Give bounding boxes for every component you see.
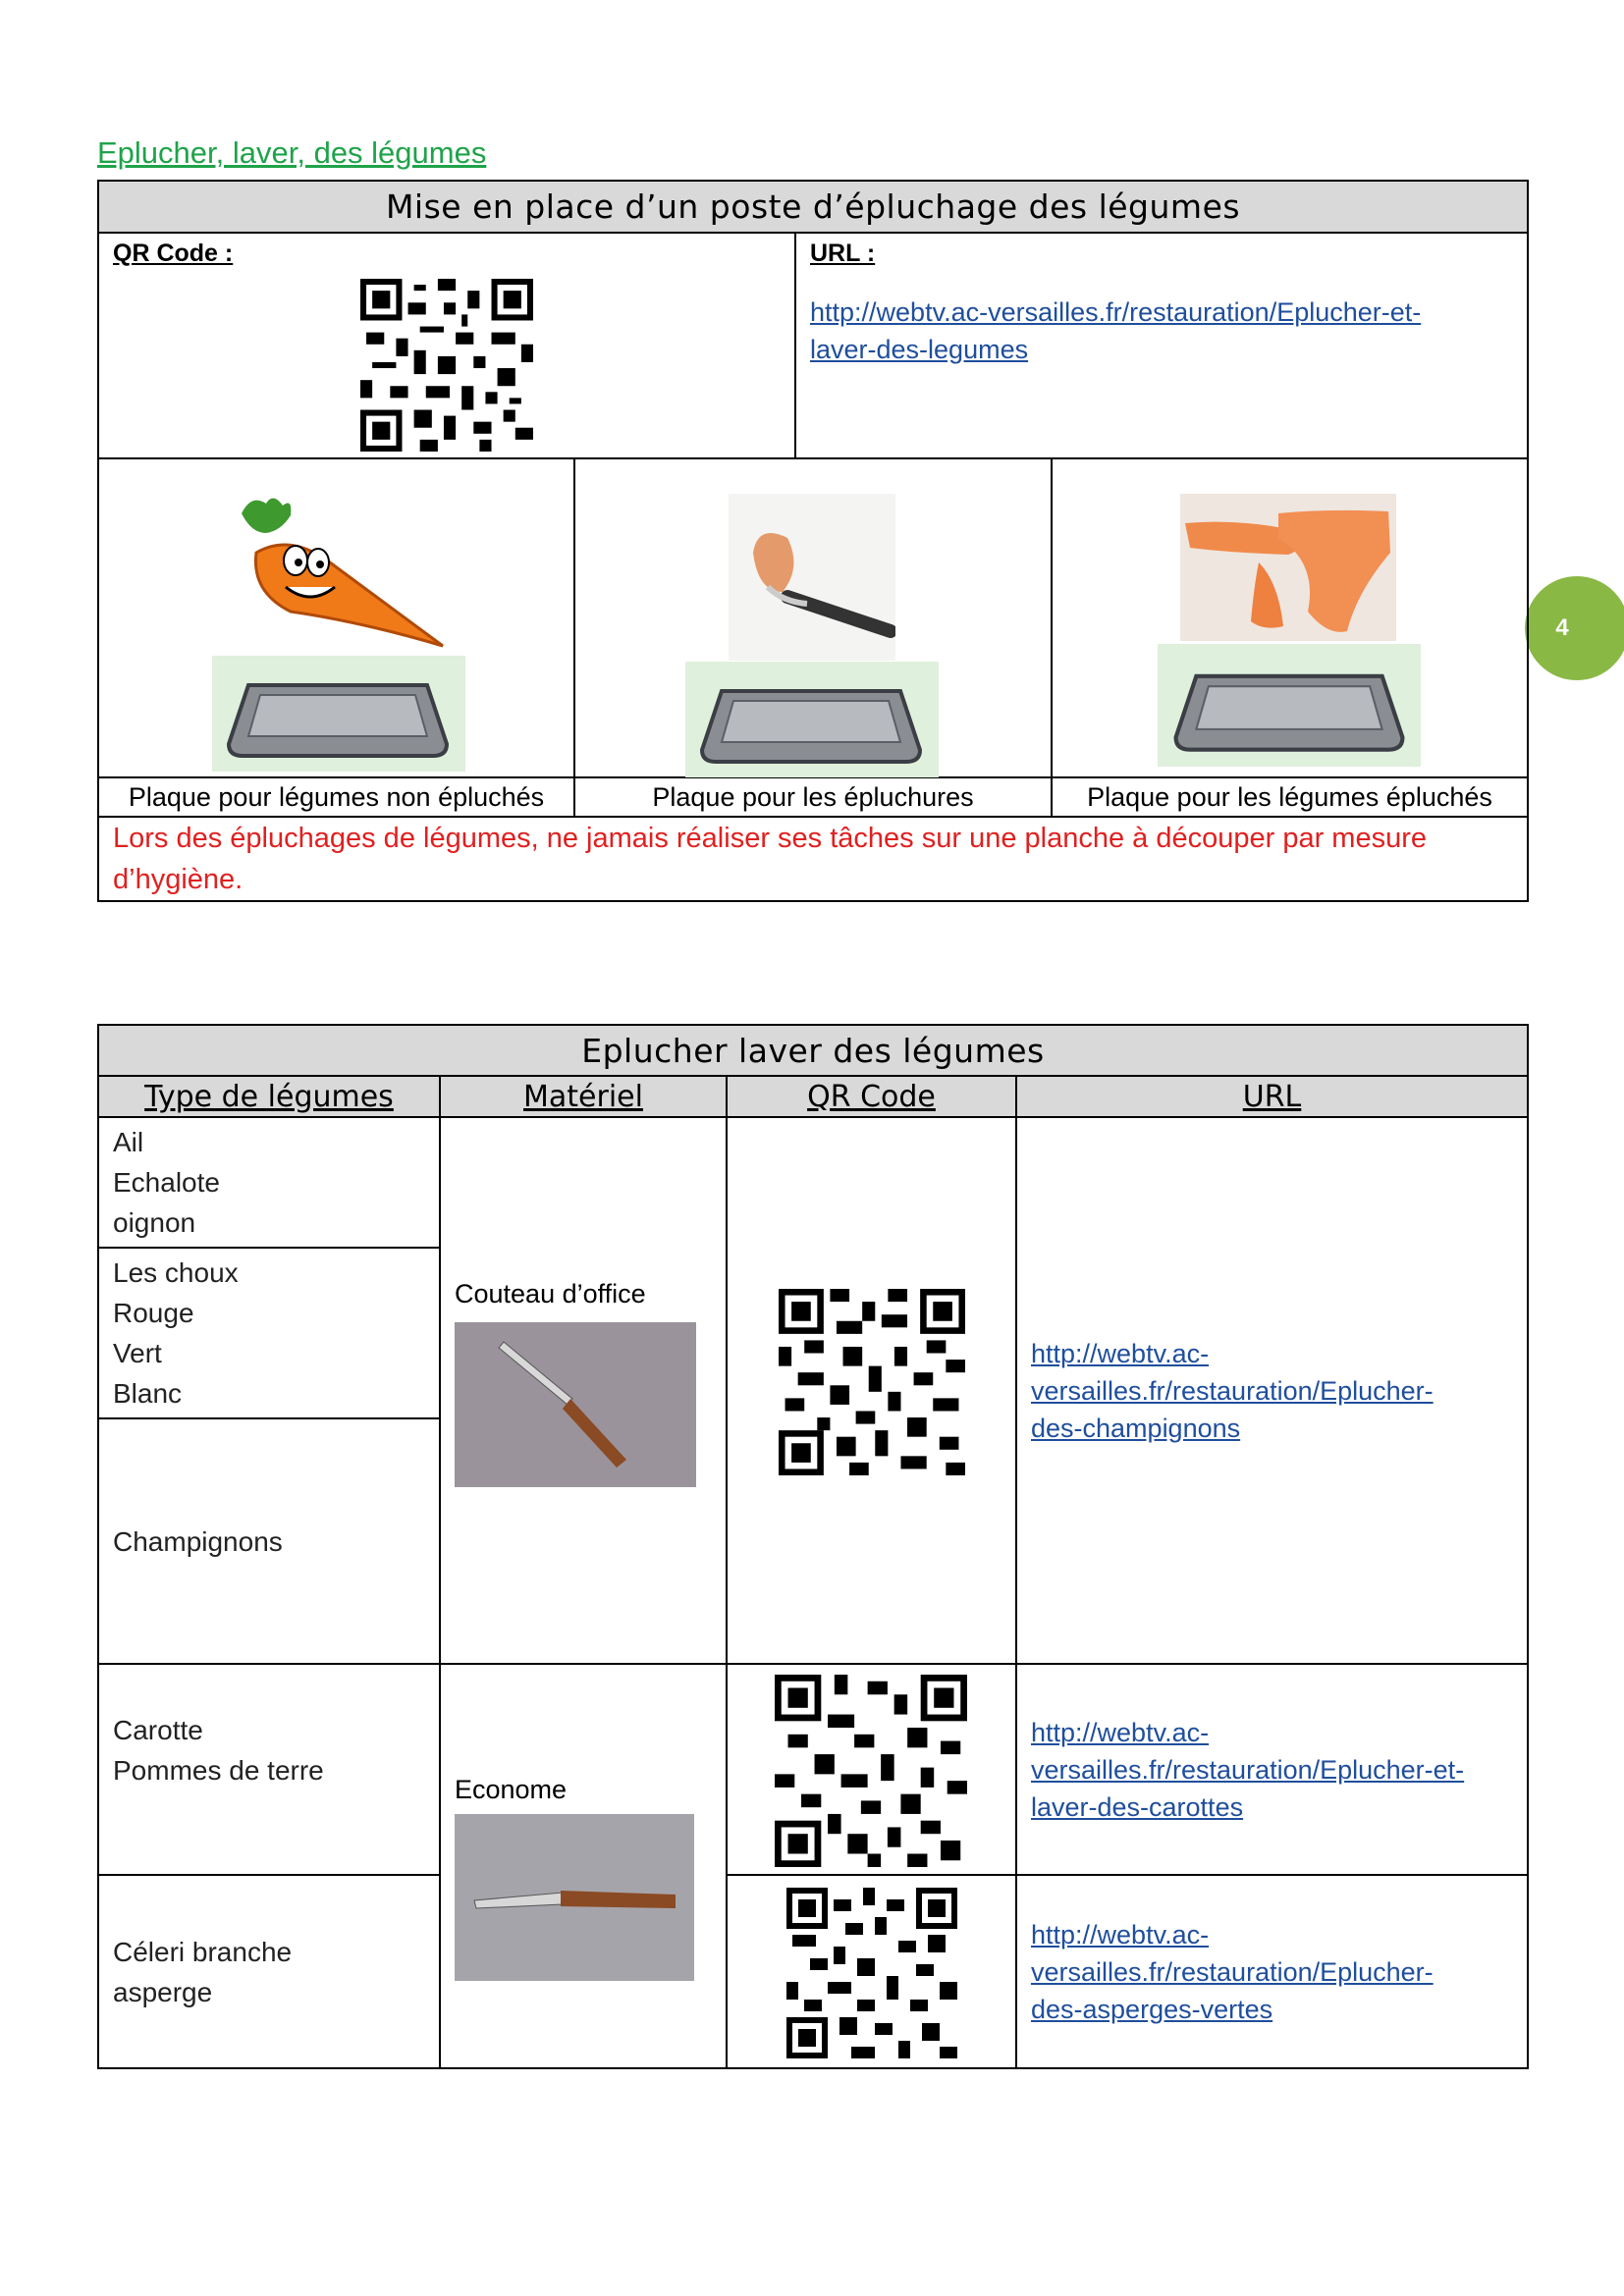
url-line2: laver-des-legumes: [810, 335, 1029, 364]
url-line: laver-des-carottes: [1031, 1791, 1244, 1822]
type-item: Vert: [113, 1338, 162, 1368]
image-cell-peeled: [1052, 458, 1528, 777]
hygiene-warning: [98, 817, 1528, 901]
qr-code-mushrooms[interactable]: [779, 1289, 965, 1475]
tray-icon: [1165, 656, 1413, 758]
type-item: Echalote: [113, 1167, 220, 1198]
qr-code-asparagus[interactable]: [786, 1888, 957, 2058]
image-cell-peeler: [574, 458, 1052, 777]
peeler-econome-icon: [455, 1814, 694, 1981]
url-link-carrots[interactable]: [1031, 1714, 1513, 1826]
type-item: Céleri branche: [113, 1936, 293, 1967]
material-cell-knife: [440, 1117, 727, 1664]
material-label: Couteau d’office: [455, 1279, 646, 1308]
type-item: oignon: [113, 1207, 196, 1238]
warning-line2: d’hygiène.: [113, 864, 244, 895]
type-item: Rouge: [113, 1298, 194, 1328]
image-cell-carrot: [98, 458, 574, 777]
peeler-icon: [729, 494, 895, 661]
url-cell: [795, 233, 1528, 458]
material-label: Econome: [455, 1775, 568, 1804]
page-number-badge: [1525, 576, 1624, 680]
type-cell-alliums: [98, 1117, 440, 1248]
type-item: Champignons: [113, 1525, 283, 1557]
type-cell-carrots: [98, 1664, 440, 1875]
vegetables-table: [97, 1024, 1529, 2069]
material-cell-peeler: [440, 1664, 727, 2068]
peeled-carrot-icon: [1180, 494, 1396, 641]
url-cell-asparagus: [1016, 1875, 1528, 2068]
url-line: versailles.fr/restauration/Eplucher-et-: [1031, 1754, 1465, 1785]
type-item: Ail: [113, 1127, 144, 1157]
caption-peelings: Plaque pour les épluchures: [574, 777, 1052, 817]
tray-icon: [692, 671, 930, 770]
url-link[interactable]: [810, 294, 1513, 368]
carrot-icon: [212, 494, 448, 661]
tray-icon: [219, 666, 457, 764]
url-line: versailles.fr/restauration/Eplucher-: [1031, 1956, 1434, 1987]
type-item: asperge: [113, 1976, 213, 2007]
section-title: Eplucher, laver, des légumes: [97, 135, 487, 170]
qr-cell-carrots: [727, 1664, 1016, 1875]
type-cell-celery: [98, 1875, 440, 2068]
warning-line1: Lors des épluchages de légumes, ne jamais réaliser ses tâches sur une planche à découper par mesure: [113, 823, 1427, 854]
url-line1: http://webtv.ac-versailles.fr/restauration/Eplucher-et-: [810, 297, 1422, 327]
qr-cell-mushrooms: [727, 1117, 1016, 1664]
type-item: Pommes de terre: [113, 1755, 324, 1786]
peeling-station-table: [97, 180, 1529, 902]
qr-code-carrots[interactable]: [775, 1675, 967, 1867]
header-url: URL: [1016, 1076, 1528, 1117]
caption-peeled: Plaque pour les légumes épluchés: [1052, 777, 1528, 817]
type-cell-cabbage: [98, 1248, 440, 1418]
url-cell-mushrooms: [1016, 1117, 1528, 1664]
qr-cell-asparagus: [727, 1875, 1016, 2068]
url-line: http://webtv.ac-: [1031, 1717, 1210, 1747]
url-line: http://webtv.ac-: [1031, 1338, 1210, 1368]
url-link-asparagus[interactable]: [1031, 1916, 1513, 2028]
type-cell-mushrooms: [98, 1418, 440, 1664]
table2-title: Eplucher laver des légumes: [98, 1025, 1528, 1076]
type-item: Blanc: [113, 1378, 183, 1409]
url-line: des-asperges-vertes: [1031, 1994, 1273, 2024]
type-item: Les choux: [113, 1257, 239, 1288]
qr-code-main[interactable]: [360, 279, 533, 452]
paring-knife-icon: [455, 1322, 696, 1487]
header-material: Matériel: [440, 1076, 727, 1117]
header-qr: QR Code: [727, 1076, 1016, 1117]
table1-title: Mise en place d’un poste d’épluchage des légumes: [98, 181, 1528, 233]
page-number: 4: [1555, 614, 1569, 641]
qr-label: QR Code :: [113, 240, 234, 267]
url-line: http://webtv.ac-: [1031, 1919, 1210, 1949]
qr-cell: [98, 233, 795, 458]
caption-unpeeled: Plaque pour légumes non épluchés: [98, 777, 574, 817]
url-cell-carrots: [1016, 1664, 1528, 1875]
url-line: versailles.fr/restauration/Eplucher-: [1031, 1375, 1434, 1406]
type-item: Carotte: [113, 1715, 203, 1745]
url-label: URL :: [810, 240, 876, 267]
header-type: Type de légumes: [98, 1076, 440, 1117]
url-link-mushrooms[interactable]: [1031, 1335, 1513, 1447]
url-line: des-champignons: [1031, 1413, 1241, 1443]
